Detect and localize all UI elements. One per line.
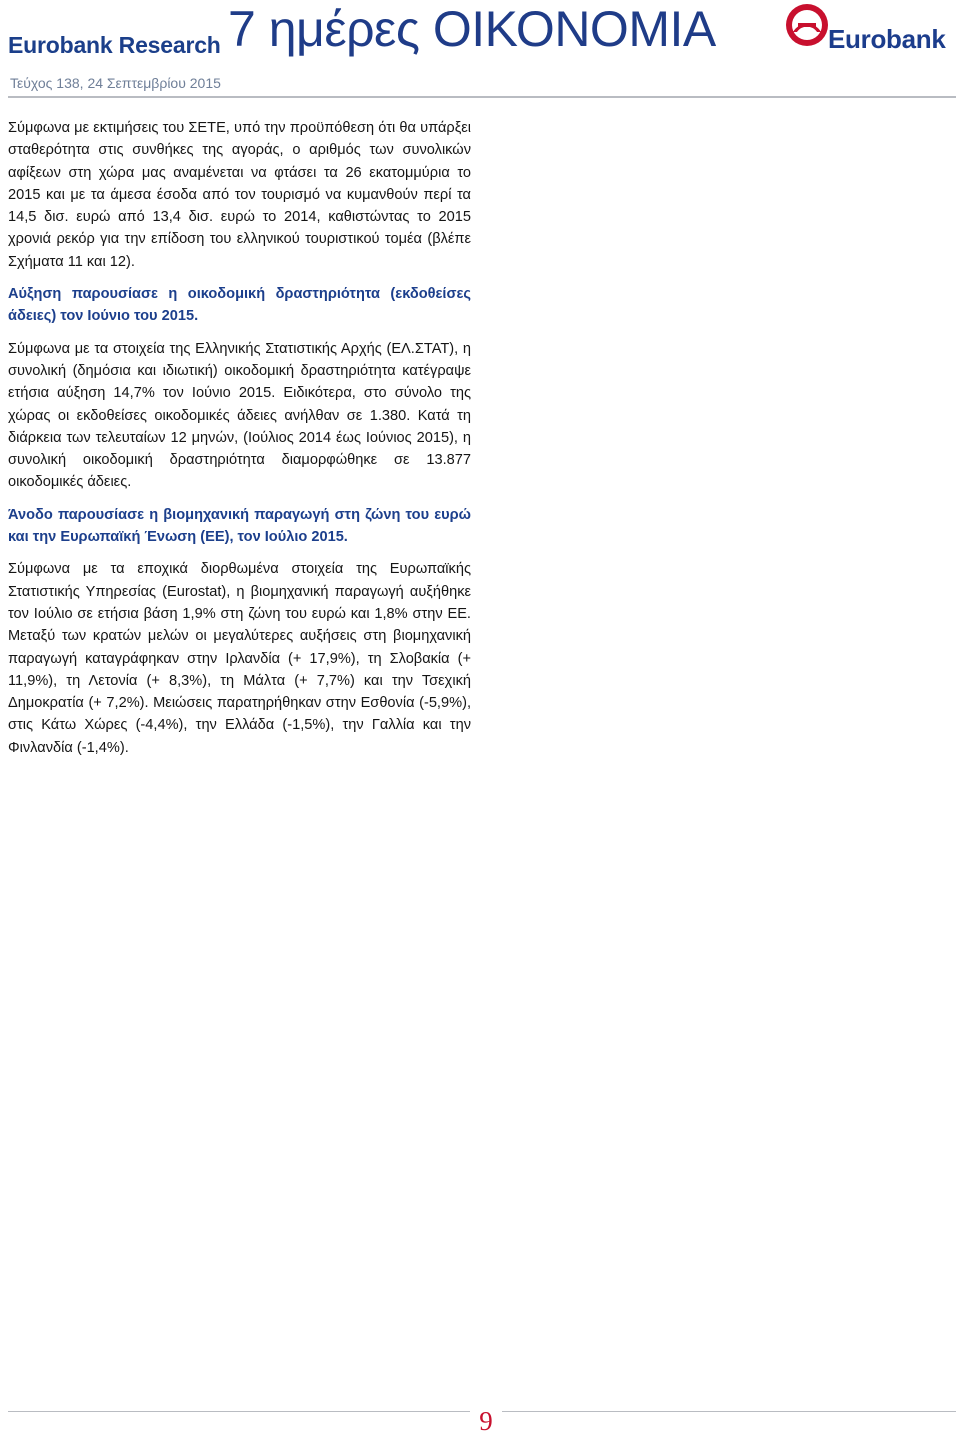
page-number: 9 — [470, 1406, 502, 1436]
publication-title: 7 ημέρες ΟΙΚΟΝΟΜΙΑ — [228, 1, 716, 57]
eurobank-logo-mark-icon — [784, 2, 830, 48]
eurobank-logo-text: Eurobank — [828, 24, 946, 54]
research-label: Eurobank Research — [8, 32, 221, 58]
issue-line: Τεύχος 138, 24 Σεπτεμβρίου 2015 — [10, 75, 221, 91]
article-column — [8, 117, 471, 759]
eurobank-logo — [784, 2, 956, 66]
industry-heading: Άνοδο παρουσίασε η βιομηχανική παραγωγή στη ζώνη του ευρώ και την Ευρωπαϊκή Ένωση (ΕΕ), τον Ιούλιο 2015. — [8, 506, 471, 546]
industry-paragraph: Σύμφωνα με τα εποχικά διορθωμένα στοιχεία της Ευρωπαϊκής Στατιστικής Υπηρεσίας (Eurostat), η βιομηχανική παραγωγή αυξήθηκε τον Ιούλιο σε ετήσια βάση 1,9% στη ζώνη του ευρώ και 1,8% στην ΕΕ. Μεταξύ των κρατών μελών οι μεγαλύτερες αυξήσεις στη βιομηχανική παραγωγή καταγράφηκαν στην Ιρλανδία (+ 17,9%), τη Σλοβακία (+ 11,9%), τη Λετονία (+ 8,3%), τη Μάλτα (+ 7,7%) και την Τσεχική Δημοκρατία (+ 7,2%). Μειώσεις παρατηρήθηκαν στην Εσθονία (-5,9%), στις Κάτω Χώρες (-4,4%), την Ελλάδα (-1,5%), την Γαλλία και την Φινλανδία (-1,4%). — [8, 561, 471, 756]
header-divider — [8, 96, 956, 98]
intro-paragraph: Σύμφωνα με εκτιμήσεις του ΣΕΤΕ, υπό την προϋπόθεση ότι θα υπάρξει σταθερότητα στις συνθήκες της αγοράς, ο αριθμός των συνολικών αφίξεων στη χώρα μας αναμένεται να φτάσει τα 26 εκατομμύρια το 2015 και με τα άμεσα έσοδα από τον τουρισμό να κυμανθούν περί τα 14,5 δισ. ευρώ από 13,4 δισ. ευρώ το 2014, καθιστώντας το 2015 χρονιά ρεκόρ για την επίδοση του ελληνικού τουριστικού τομέα (βλέπε Σχήματα 11 και 12). — [8, 120, 471, 270]
construction-heading: Αύξηση παρουσίασε η οικοδομική δραστηριότητα (εκδοθείσες άδειες) τον Ιούνιο του 2015. — [8, 286, 471, 325]
construction-paragraph: Σύμφωνα με τα στοιχεία της Ελληνικής Στατιστικής Αρχής (ΕΛ.ΣΤΑΤ), η συνολική (δημόσια και ιδιωτική) οικοδομική δραστηριότητα κατέγραψε ετήσια αύξηση 14,7% τον Ιούνιο 2015. Ειδικότερα, στο σύνολο της χώρας οι εκδοθείσες οικοδομικές άδειες ανήλθαν σε 1.380. Κατά τη διάρκεια των τελευταίων 12 μηνών, (Ιούλιος 2014 έως Ιούνιος 2015), η συνολική οικοδομική δραστηριότητα διαμορφώθηκε σε 13.877 οικοδομικές άδειες. — [8, 340, 471, 491]
